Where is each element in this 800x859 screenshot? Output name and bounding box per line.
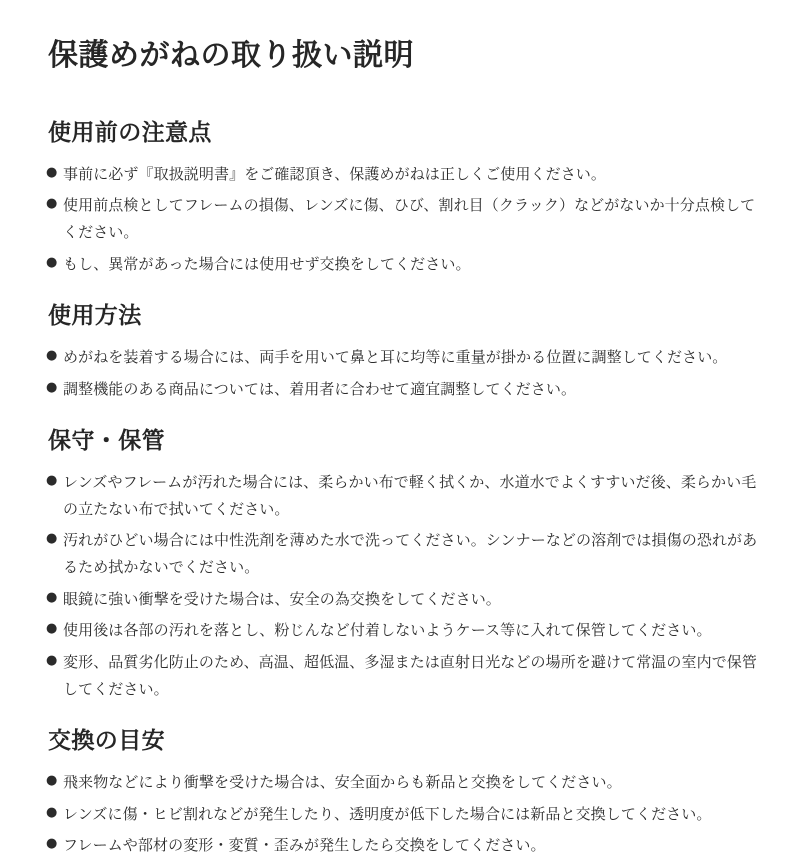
document-section: [46, 303, 770, 402]
bullet-list: [46, 344, 770, 402]
list-item-text: もし、異常があった場合には使用せず交換をしてください。: [63, 254, 471, 273]
list-item: [46, 251, 770, 278]
section-heading: 使用方法: [48, 303, 142, 330]
bullet-list: [46, 469, 770, 703]
list-item: [46, 769, 770, 796]
bullet-point-icon: ●: [46, 379, 58, 395]
bullet-point-icon: ●: [46, 347, 58, 363]
list-item-text: 事前に必ず『取扱説明書』をご確認頂き、保護めがねは正しくご使用ください。: [63, 164, 607, 183]
list-item: [46, 527, 770, 580]
bullet-list: [46, 161, 770, 278]
list-item: [46, 649, 770, 702]
list-item-text: 調整機能のある商品については、着用者に合わせて適宜調整してください。: [63, 379, 577, 398]
bullet-list: [46, 769, 770, 859]
document-section: [46, 728, 770, 859]
document-section: [46, 428, 770, 702]
bullet-point-icon: ●: [46, 472, 58, 488]
list-item: [46, 586, 770, 613]
list-item-text: めがねを装着する場合には、両手を用いて鼻と耳に均等に重量が掛かる位置に調整してください。: [63, 347, 728, 366]
bullet-point-icon: ●: [46, 653, 58, 669]
list-item-text: レンズに傷・ヒビ割れなどが発生したり、透明度が低下した場合には新品と交換してください。: [63, 804, 712, 823]
list-item-text: 汚れがひどい場合には中性洗剤を薄めた水で洗ってください。シンナーなどの溶剤では損傷の恐れがあるため拭かないでください。: [63, 531, 758, 576]
section-heading: 使用前の注意点: [48, 120, 212, 146]
list-item: [46, 161, 770, 188]
bullet-point-icon: ●: [46, 589, 58, 605]
list-item-text: レンズやフレームが汚れた場合には、柔らかい布で軽く拭くか、水道水でよくすすいだ後、柔らかい毛の立たない布で拭いてください。: [63, 472, 757, 518]
list-item-text: 使用後は各部の汚れを落とし、粉じんなど付着しないようケース等に入れて保管してください。: [63, 621, 712, 640]
list-item-text: 飛来物などにより衝撃を受けた場合は、安全面からも新品と交換をしてください。: [63, 773, 622, 791]
list-item-text: 使用前点検としてフレームの損傷、レンズに傷、ひび、割れ目（クラック）などがないか十分点検してください。: [63, 196, 756, 241]
list-item: [46, 376, 770, 403]
section-heading: 保守・保管: [48, 428, 165, 455]
document-section: [46, 120, 770, 277]
sections-container: [46, 120, 770, 859]
list-item-text: 眼鏡に強い衝撃を受けた場合は、安全の為交換をしてください。: [63, 589, 501, 608]
section-heading: 交換の目安: [48, 728, 165, 755]
page-title: 保護めがねの取り扱い説明: [48, 38, 414, 73]
list-item-text: フレームや部材の変形・変質・歪みが発生したら交換をしてください。: [63, 836, 546, 855]
bullet-point-icon: ●: [46, 196, 58, 212]
list-item: [46, 832, 770, 859]
list-item: [46, 192, 770, 245]
bullet-point-icon: ●: [46, 804, 58, 820]
list-item-text: 変形、品質劣化防止のため、高温、超低温、多湿または直射日光などの場所を避けて常温の室内で保管してください。: [63, 653, 758, 698]
list-item: [46, 801, 770, 828]
list-item: [46, 469, 770, 522]
list-item: [46, 344, 770, 371]
bullet-point-icon: ●: [46, 164, 58, 180]
bullet-point-icon: ●: [46, 836, 58, 852]
bullet-point-icon: ●: [46, 254, 58, 270]
bullet-point-icon: ●: [46, 531, 58, 547]
bullet-point-icon: ●: [46, 773, 58, 788]
bullet-point-icon: ●: [46, 621, 58, 637]
list-item: [46, 617, 770, 644]
